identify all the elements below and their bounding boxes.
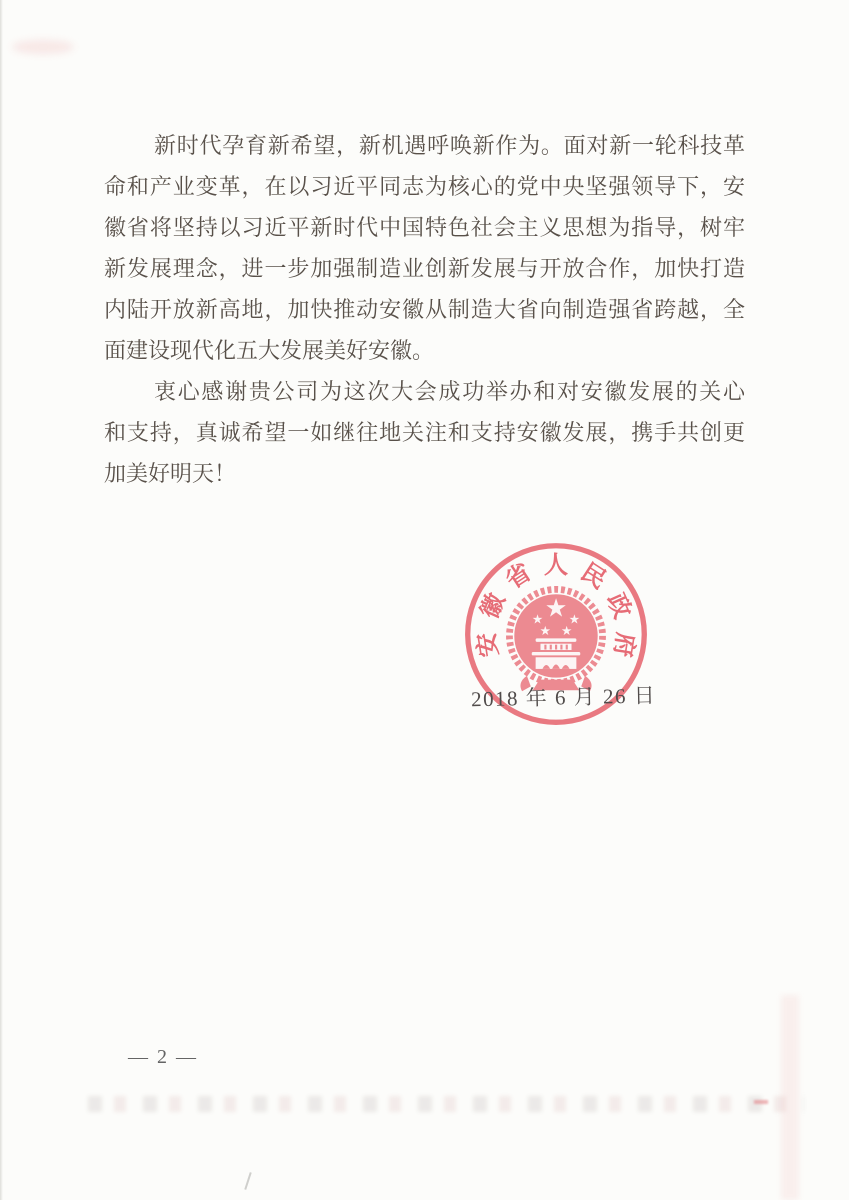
body-line: 内陆开放新高地，加快推动安徽从制造大省向制造强省跨越，全: [104, 297, 745, 322]
scan-artifact-left-edge: [0, 0, 3, 1200]
body-line: 和支持，真诚希望一如继往地关注和支持安徽发展，携手共创更: [104, 420, 745, 445]
scan-artifact-bleedthrough: [88, 1096, 804, 1112]
national-emblem: [509, 589, 602, 691]
scan-artifact-streak: [781, 995, 799, 1200]
body-line: 徽省将坚持以习近平新时代中国特色社会主义思想为指导，树牢: [104, 215, 745, 240]
seal-char: 政: [601, 589, 636, 623]
seal-char: 府: [608, 630, 639, 659]
seal-char: 民: [575, 558, 611, 595]
paragraph-2: [104, 371, 745, 494]
body-line: 加美好明天！: [104, 461, 237, 486]
paragraph-1: [104, 125, 745, 371]
seal-char: 人: [543, 551, 569, 579]
star-icon-small: ★: [539, 622, 551, 638]
letter-body: [104, 125, 745, 494]
star-icon-small: ★: [561, 622, 573, 638]
body-line: 衷心感谢贵公司为这次大会成功举办和对安徽发展的关心: [154, 379, 745, 404]
star-icon-small: ★: [568, 611, 581, 627]
star-icon-large: ★: [544, 593, 568, 623]
body-line: 新发展理念，进一步加强制造业创新发展与开放合作，加快打造: [104, 256, 745, 281]
body-line: 新时代孕育新希望，新机遇呼唤新作为。面对新一轮科技革: [154, 133, 745, 158]
seal-char: 省: [501, 558, 537, 595]
seal-char: 徽: [476, 589, 511, 623]
star-icon-small: ★: [531, 611, 544, 627]
page-number: — 2 —: [128, 1046, 198, 1068]
body-line: 面建设现代化五大发展美好安徽。: [104, 338, 435, 363]
seal-char: 安: [473, 630, 504, 659]
scan-artifact-slash: [244, 1172, 251, 1190]
scan-artifact-smudge: [12, 40, 74, 54]
scan-artifact-ink-mark: [754, 1100, 768, 1104]
body-line: 命和产业变革，在以习近平同志为核心的党中央坚强领导下，安: [104, 174, 745, 199]
letter-date: 2018 年 6 月 26 日: [470, 683, 657, 712]
